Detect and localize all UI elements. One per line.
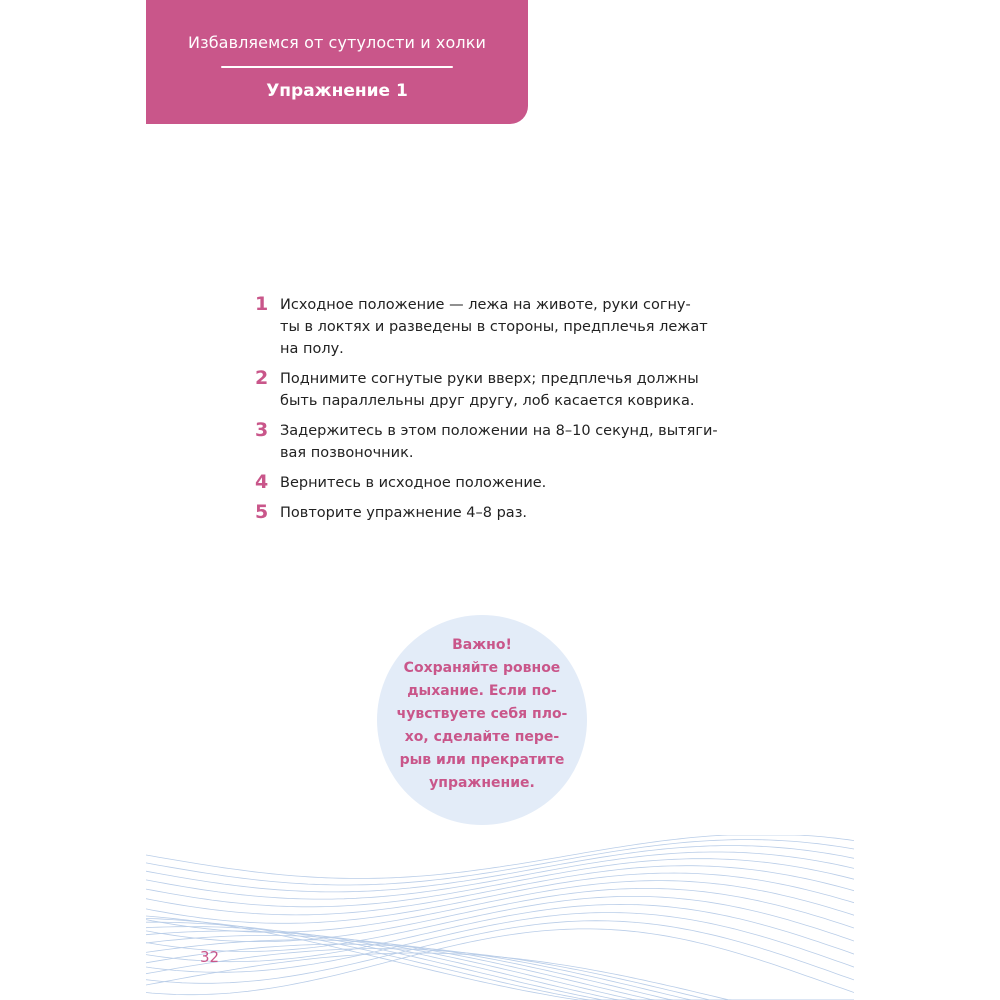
step-item — [255, 502, 735, 524]
step-number: 4 — [255, 471, 269, 493]
important-note — [377, 615, 587, 825]
section-header — [146, 0, 528, 124]
step-number: 5 — [255, 501, 269, 523]
step-text: Вернитесь в исходное положение. — [280, 475, 547, 491]
wave-lines-decoration — [146, 835, 854, 1000]
header-divider — [221, 66, 453, 68]
wave-line — [146, 835, 854, 879]
important-note-text: Важно! Сохраняйте ровное дыхание. Если по- чувствуете себя пло- хо, сделайте пере- рыв или прекратите упражнение. — [396, 637, 568, 791]
exercise-steps — [255, 294, 735, 532]
wave-line — [146, 873, 854, 923]
step-text: Повторите упражнение 4–8 раз. — [280, 505, 528, 521]
wave-line — [146, 935, 854, 1000]
step-number: 3 — [255, 419, 269, 441]
step-number: 2 — [255, 367, 269, 389]
step-item — [255, 368, 735, 412]
step-text: Поднимите согнутые руки вверх; предплечья должны быть параллельны друг другу, лоб касается коврика. — [280, 371, 699, 409]
wave-line — [146, 881, 854, 933]
wave-line — [146, 918, 854, 1000]
step-item — [255, 420, 735, 464]
wave-line — [146, 953, 854, 1000]
wave-line — [146, 944, 854, 1000]
step-item — [255, 472, 735, 494]
step-text: Исходное положение — лежа на животе, руки согну- ты в локтях и разведены в стороны, предплечья лежат на полу. — [280, 297, 708, 357]
page-number: 32 — [200, 948, 220, 966]
step-number: 1 — [255, 293, 269, 315]
step-item — [255, 294, 735, 360]
section-title: Избавляемся от сутулости и холки — [188, 33, 486, 52]
wave-line — [146, 913, 854, 973]
exercise-title: Упражнение 1 — [266, 81, 408, 101]
step-text: Задержитесь в этом положении на 8–10 секунд, вытяги- вая позвоночник. — [280, 423, 718, 461]
wave-line — [146, 929, 854, 995]
wave-line — [146, 927, 854, 1000]
wave-line — [146, 866, 854, 915]
wave-line — [146, 888, 854, 941]
